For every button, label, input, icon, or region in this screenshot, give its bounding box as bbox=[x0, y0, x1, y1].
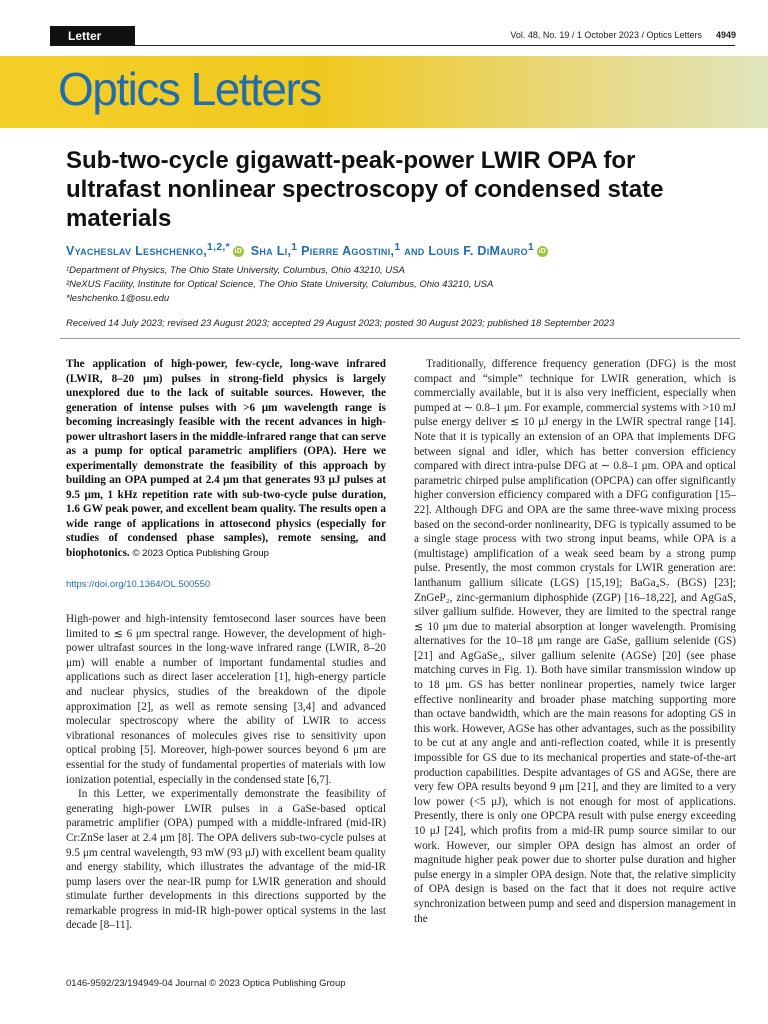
page-header bbox=[0, 0, 768, 54]
header-rule bbox=[135, 45, 735, 46]
body-paragraph: Traditionally, difference frequency generation (DFG) is the most compact and “simple” technique for LWIR generation, which is commercially available, but it is also very inefficient, especially when pumped at ∼ 0.8–1 μm. For example, commercial systems with >10 mJ pulse energy deliver ≲ 10 μJ energy in the LWIR spectral range [14]. Note that it is typically an extension of an OPA that implements DFG between signal and idler, which has better conversion efficiency compared with direct intra-pulse DFG at ∼ 0.8–1 μm. OPA and optical parametric chirped pulse amplification (OPCPA) can offer significantly higher conversion efficiency compared with a DFG configuration [15–22]. Although DFG and OPA are the same three-wave mixing process based on the second-order nonlinearity, DFG is typically assumed to be a single stage process with two strong input beams, while OPA is a (multistage) amplification of a weak seed beam by a strong pump pulse. Presently, the most common crystals for LWIR generation are: lanthanum gallium silicate (LGS) [15,19]; BaGa₄S₇ (BGS) [23]; ZnGeP₂, zinc-germanium diphosphide (ZGP) [16–18,22], and AgGaS, silver gallium sulfide. However, they are limited to the spectral range ≲ 10 μm due to material absorption at longer wavelength. Promising alternatives for the 10–18 μm range are GaSe, gallium selenide (GS) [21] and AgGaSe₂, silver gallium selenite (AGSe) [20] (see phase matching curves in Fig. 1). Both have similar transmission window up to 18 μm. GS has better nonlinear properties, namely twice larger effective nonlinearity and broader phase matching supporting more than octave bandwidth, which are the main reasons for adopting GS in this work. However, AGSe has other advantages, such as the possibility to be cut at any angle and anti-reflection coated, while it is presently impossible for GS due to its mechanical properties and state-of-the-art production capabilities. Despite advantages of GS and AGSe, there are very few OPA results beyond 9 μm [21], and they are limited to a very low power (<5 μJ), which is not enough for most of applications. Presently, there is only one OPCPA result with pulse energy exceeding 10 μJ [24], which profits from a mid-IR pump source similar to our work. However, our simpler OPA design has almost an order of magnitude higher peak power due to shorter pulse duration and higher pulse energy in a simpler OPA design. Note that, the relative simplicity of OPA design is based on the fact that it does not require active synchronization between pump and seed and dispersion management in the bbox=[414, 358, 736, 925]
abstract bbox=[66, 357, 386, 561]
corresponding-email[interactable]: *leshchenko.1@osu.edu bbox=[66, 293, 170, 304]
page-number: 4949 bbox=[715, 30, 736, 40]
section-tab: Letter bbox=[50, 26, 135, 46]
author[interactable]: Sha Li,$^1$ bbox=[250, 242, 298, 259]
author[interactable]: Pierre Agostini,$^1$ bbox=[301, 242, 401, 259]
body-paragraph: High-power and high-intensity femtosecond laser sources have been limited to ≲ 6 μm spectral range. However, the development of high-power ultrafast sources in the long-wave infrared range (LWIR, 8–20 μm) will enable a number of important fundamental studies and applications such as direct laser acceleration [1], high-energy particle and nuclear physics, studies of the breakdown of the dipole approximation [2], as well as remote sensing [3,4] and advanced molecular spectroscopy where the ability of LWIR to access vibrational resonances of molecules gives rise to sensitivity upon optical probing [5]. Moreover, high-power sources beyond 6 μm are essential for the study of fundamental properties of materials with low ionization potential, especially in the condensed state [6,7]. bbox=[66, 613, 386, 786]
orcid-icon[interactable]: iD bbox=[538, 248, 547, 256]
body-paragraph: In this Letter, we experimentally demonstrate the feasibility of generating high-power LWIR pulses in a GaSe-based optical parametric amplifier (OPA) pumped with a middle-infrared (mid-IR) Cr:ZnSe laser at 2.4 μm [8]. The OPA delivers sub-two-cycle pulses at 9.5 μm central wavelength, 93 mW (93 μJ) with excellent beam quality and energy stability, which illustrates the advantage of the mid-IR pump lasers over the near-IR pump for LWIR generation and should stimulate further developments in this directions supported by the remarkable progress in mid-IR high-power optical systems in the last decade [8–11]. bbox=[66, 788, 386, 932]
author[interactable]: and Louis F. DiMauro$^1$ iD bbox=[404, 242, 547, 259]
affiliation: ²NeXUS Facility, Institute for Optical Science, The Ohio State University, Columbus, Ohio 43210, USA bbox=[66, 279, 494, 290]
received-dates: Received 14 July 2023; revised 23 August 2023; accepted 29 August 2023; posted 30 August 2023; published 18 September 2023 bbox=[66, 318, 615, 329]
journal-banner bbox=[0, 56, 768, 128]
abstract-text: The application of high-power, few-cycle, long-wave infrared (LWIR, 8–20 μm) pulses in strong-field physics is largely unexplored due to the lack of suitable sources. However, the generation of intense pulses with >6 μm wavelength range is becoming increasingly feasible with the recent advances in high-power ultrashort lasers in the middle-infrared range that can serve as a pump for optical parametric amplifiers (OPA). Here we experimentally demonstrate the feasibility of this approach by building an OPA pumped at 2.4 μm that generates 93 μJ pulses at 9.5 μm, 1 kHz repetition rate with sub-two-cycle pulse duration, 1.6 GW peak power, and excellent beam quality. The results open a wide range of applications in attosecond physics (especially for studies of condensed phase samples), remote sensing, and biophotonics. bbox=[66, 358, 386, 559]
affiliation: ¹Department of Physics, The Ohio State University, Columbus, Ohio 43210, USA bbox=[66, 265, 405, 276]
doi-link[interactable]: https://doi.org/10.1364/OL.500550 bbox=[66, 579, 211, 590]
article-title: Sub-two-cycle gigawatt-peak-power LWIR OPA for ultrafast nonlinear spectroscopy of condensed state materials bbox=[66, 147, 664, 232]
author[interactable]: Vyacheslav Leshchenko,$^{1,2,*}$ iD bbox=[66, 242, 243, 259]
section-divider bbox=[60, 338, 740, 339]
journal-info bbox=[510, 30, 736, 40]
page-footer: 0146-9592/23/194949-04 Journal © 2023 Optica Publishing Group bbox=[66, 978, 346, 989]
body-column-right bbox=[414, 357, 736, 926]
orcid-icon[interactable]: iD bbox=[234, 248, 243, 256]
body-column-left bbox=[66, 612, 386, 933]
volume-issue-date: Vol. 48, No. 19 / 1 October 2023 / Optics Letters bbox=[510, 30, 702, 40]
copyright-notice: © 2023 Optica Publishing Group bbox=[132, 547, 269, 559]
author-list bbox=[66, 242, 746, 258]
journal-logo: Optics Letters bbox=[58, 63, 321, 115]
